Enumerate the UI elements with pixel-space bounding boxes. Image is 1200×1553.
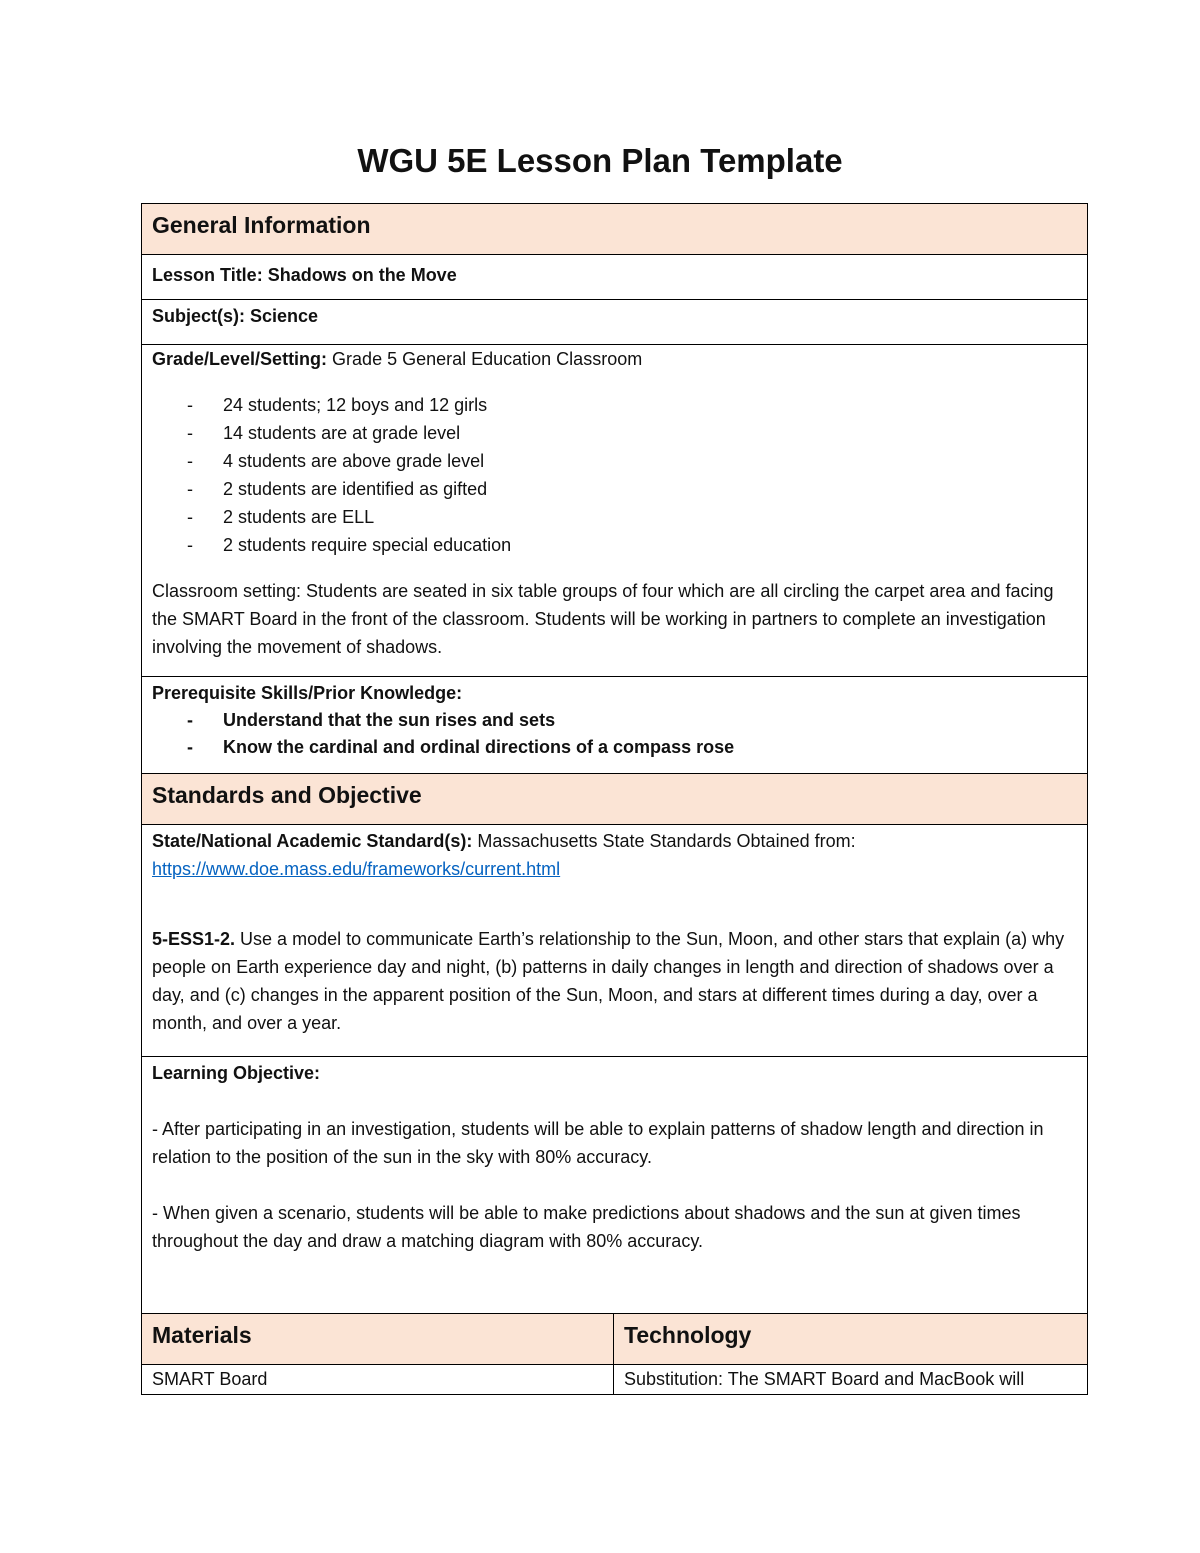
materials-item: SMART Board <box>142 1365 614 1395</box>
standard-text: Use a model to communicate Earth’s relationship to the Sun, Moon, and other stars that explain (a) why people on Earth experience day and night, (b) patterns in daily changes in length and direction of shadows over a day, and (c) changes in the apparent position of the Sun, Moon, and stars at different times during a day, over a month, and over a year. <box>152 929 1065 1033</box>
grade-level-setting <box>152 345 1077 373</box>
list-item: - 2 students require special education <box>152 531 1077 559</box>
materials-technology-header-row <box>142 1314 1088 1365</box>
lesson-title-row <box>142 255 1088 300</box>
lesson-title: Lesson Title: Shadows on the Move <box>142 255 1088 300</box>
prerequisite-skills-row <box>142 677 1088 774</box>
prerequisite-label: Prerequisite Skills/Prior Knowledge: <box>152 683 463 703</box>
general-information-header-row <box>142 204 1088 255</box>
learning-objective-1: - After participating in an investigation, students will be able to explain patterns of shadow length and direction in relation to the position of the sun in the sky with 80% accuracy. <box>152 1119 1044 1167</box>
classroom-setting: Classroom setting: Students are seated in six table groups of four which are all circling the carpet area and facing the SMART Board in the front of the classroom. Students will be working in partners to complete an investigation involving the movement of shadows. <box>152 581 1054 657</box>
technology-text: The SMART Board and MacBook will <box>723 1369 1025 1389</box>
list-item: - 2 students are identified as gifted <box>152 475 1077 503</box>
materials-technology-row <box>142 1365 1088 1395</box>
list-item: - Know the cardinal and ordinal directions of a compass rose <box>152 734 1077 761</box>
list-item: - 4 students are above grade level <box>152 447 1077 475</box>
standard-code: 5-ESS1-2. <box>152 929 236 949</box>
prerequisite-skills-cell <box>142 677 1088 774</box>
technology-item <box>614 1365 1088 1395</box>
standards-link[interactable]: https://www.doe.mass.edu/frameworks/current.html <box>152 859 561 879</box>
standards-objective-header: Standards and Objective <box>142 774 1088 825</box>
list-item: - Understand that the sun rises and sets <box>152 707 1077 734</box>
learning-objective-label: Learning Objective: <box>152 1063 321 1083</box>
grade-level-setting-row <box>142 345 1088 677</box>
learning-objective-row <box>142 1057 1088 1314</box>
standard-value: Massachusetts State Standards Obtained from: <box>472 831 856 851</box>
academic-standard-source <box>152 827 1077 855</box>
academic-standard-cell <box>142 825 1088 1057</box>
materials-header: Materials <box>142 1314 614 1365</box>
technology-label: Substitution: <box>624 1369 724 1389</box>
learning-objective-cell <box>142 1057 1088 1314</box>
learning-objective-2: - When given a scenario, students will be able to make predictions about shadows and the sun at given times throughout the day and draw a matching diagram with 80% accuracy. <box>152 1203 1021 1251</box>
student-list <box>152 391 1077 559</box>
standard-description <box>152 925 1077 1037</box>
page-title: WGU 5E Lesson Plan Template <box>357 142 843 179</box>
subjects: Subject(s): Science <box>142 300 1088 345</box>
lesson-plan-table <box>141 203 1088 1395</box>
grade-level-setting-cell <box>142 345 1088 677</box>
technology-header: Technology <box>614 1314 1088 1365</box>
subjects-row <box>142 300 1088 345</box>
grade-value: Grade 5 General Education Classroom <box>327 349 643 369</box>
standards-objective-header-row <box>142 774 1088 825</box>
general-information-header: General Information <box>142 204 1088 255</box>
academic-standard-row <box>142 825 1088 1057</box>
prerequisite-list <box>152 707 1077 761</box>
list-item: - 14 students are at grade level <box>152 419 1077 447</box>
standard-label: State/National Academic Standard(s): <box>152 831 473 851</box>
list-item: - 24 students; 12 boys and 12 girls <box>152 391 1077 419</box>
list-item: - 2 students are ELL <box>152 503 1077 531</box>
grade-label: Grade/Level/Setting: <box>152 349 328 369</box>
